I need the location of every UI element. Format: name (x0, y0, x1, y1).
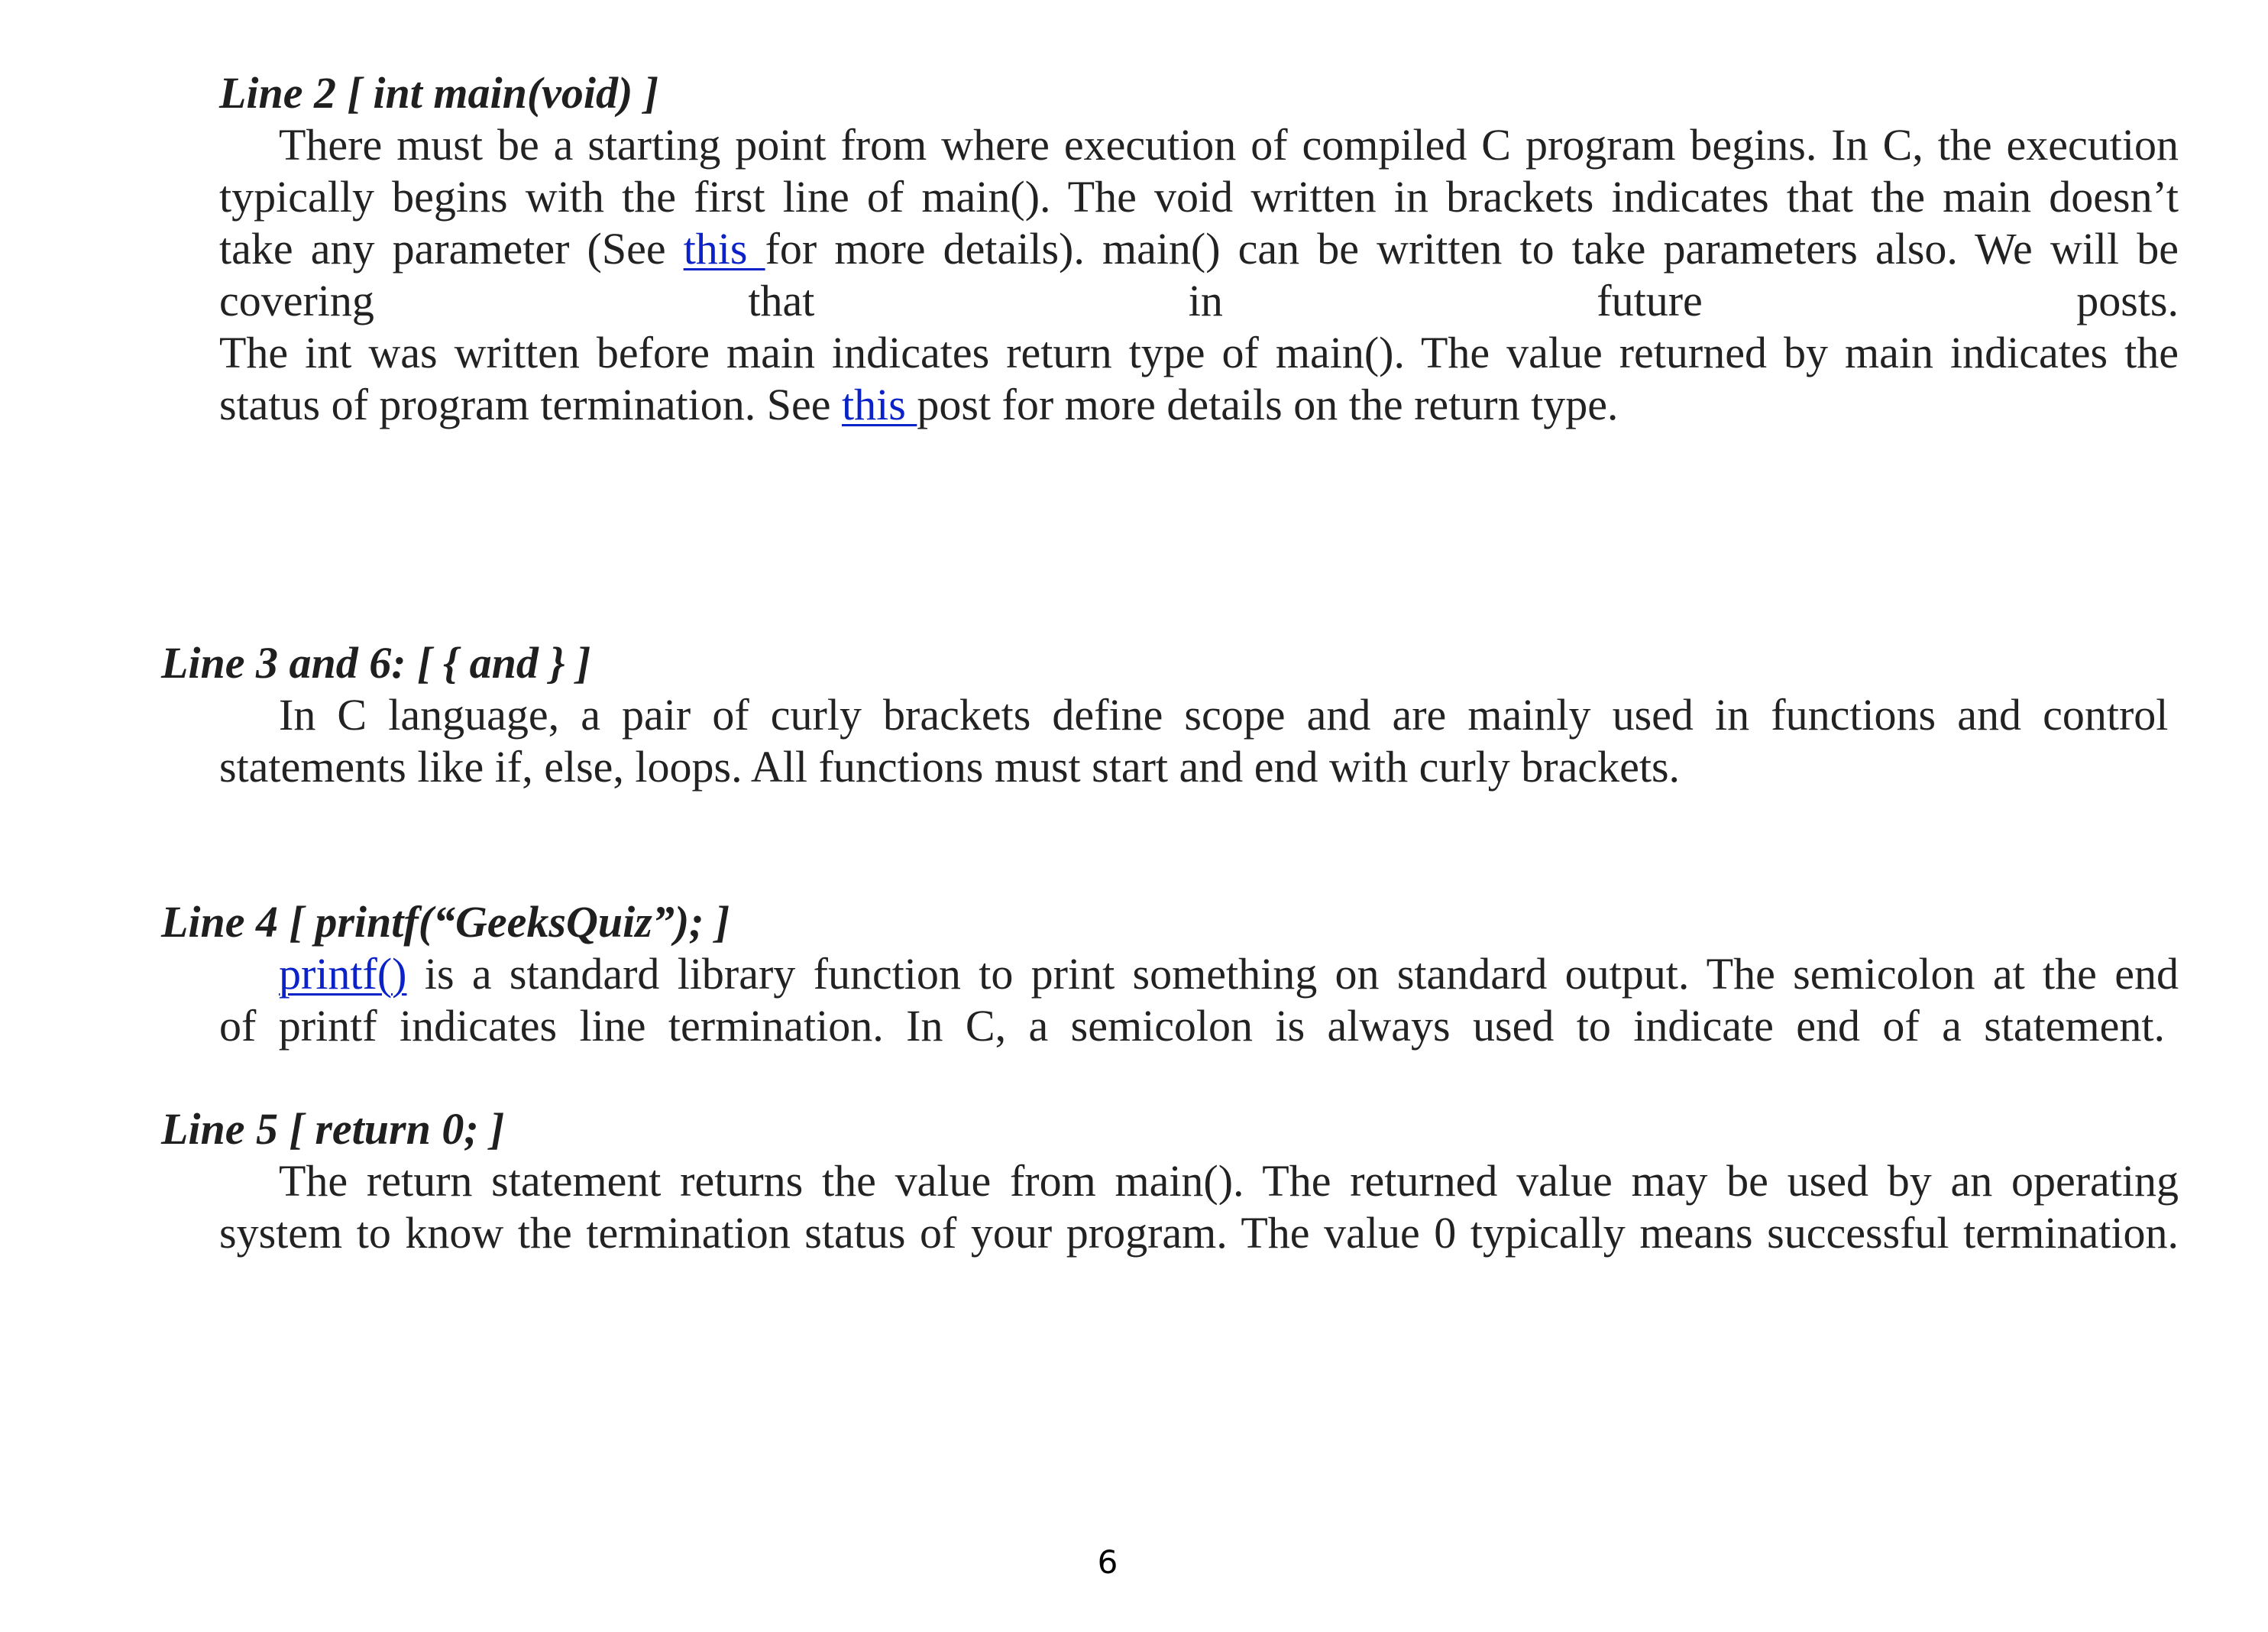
text-run: statements like if, else, loops. All functions must start and end with curly brackets. (219, 742, 1681, 792)
text-line (219, 741, 2179, 793)
text-line (219, 223, 2179, 275)
text-line (219, 275, 2179, 327)
text-line (219, 119, 2179, 171)
text-line (219, 171, 2179, 223)
text-line (219, 1207, 2179, 1259)
section-heading-line-4: Line 4 [ printf(“GeeksQuiz”); ] (161, 897, 730, 947)
printf-link[interactable]: printf() (279, 949, 407, 999)
text-run: In C language, a pair of curly brackets define scope and are mainly used in functions and control (279, 690, 2169, 740)
page-number: 6 (1097, 1543, 1118, 1581)
text-run: of printf indicates line termination. In C, a semicolon is always used to indicate end of a statement. (219, 1001, 2165, 1051)
text-run: The int was written before main indicates return type of main(). The value returned by main indicates the (219, 328, 2179, 377)
text-line (219, 327, 2179, 379)
text-run (219, 223, 2179, 275)
text-segment: is a standard library function to print something on standard output. The semicolon at the end (406, 949, 2179, 999)
text-word: covering (219, 276, 374, 325)
text-segment: status of program termination. See (219, 380, 843, 429)
text-run (219, 380, 1618, 429)
text-word: future (1597, 276, 1703, 325)
section-body-line-2 (219, 119, 2179, 431)
this-link-details[interactable]: this (683, 224, 765, 274)
text-word: in (1188, 276, 1223, 325)
text-run: The return statement returns the value from main(). The returned value may be used by an operating (279, 1156, 2179, 1206)
section-body-line-5 (219, 1155, 2179, 1259)
text-segment: for more details). main() can be written to take parameters also. We will be (765, 224, 2179, 274)
text-run: There must be a starting point from where execution of compiled C program begins. In C, the execution (279, 120, 2179, 170)
text-segment: post for more details on the return type. (917, 380, 1619, 429)
text-line (219, 1155, 2179, 1207)
section-heading-line-5: Line 5 [ return 0; ] (161, 1104, 505, 1154)
text-segment: take any parameter (See (219, 224, 684, 274)
text-word: that (748, 276, 815, 325)
text-run: system to know the termination status of your program. The value 0 typically means successful termination. (219, 1208, 2179, 1258)
section-body-line-4 (219, 948, 2179, 1052)
section-heading-line-3-and-6: Line 3 and 6: [ { and } ] (161, 638, 591, 688)
section-body-line-3-and-6 (219, 689, 2179, 793)
text-line (219, 689, 2179, 741)
text-line (219, 1000, 2179, 1052)
text-run: typically begins with the first line of main(). The void written in brackets indicates that the main doesn’t (219, 172, 2179, 222)
this-link-return-type[interactable]: this (842, 380, 917, 429)
text-line (219, 948, 2179, 1000)
text-run (279, 948, 2179, 1000)
text-line (219, 379, 2179, 431)
text-word: posts. (2076, 276, 2179, 325)
section-heading-line-2: Line 2 [ int main(void) ] (219, 68, 659, 118)
